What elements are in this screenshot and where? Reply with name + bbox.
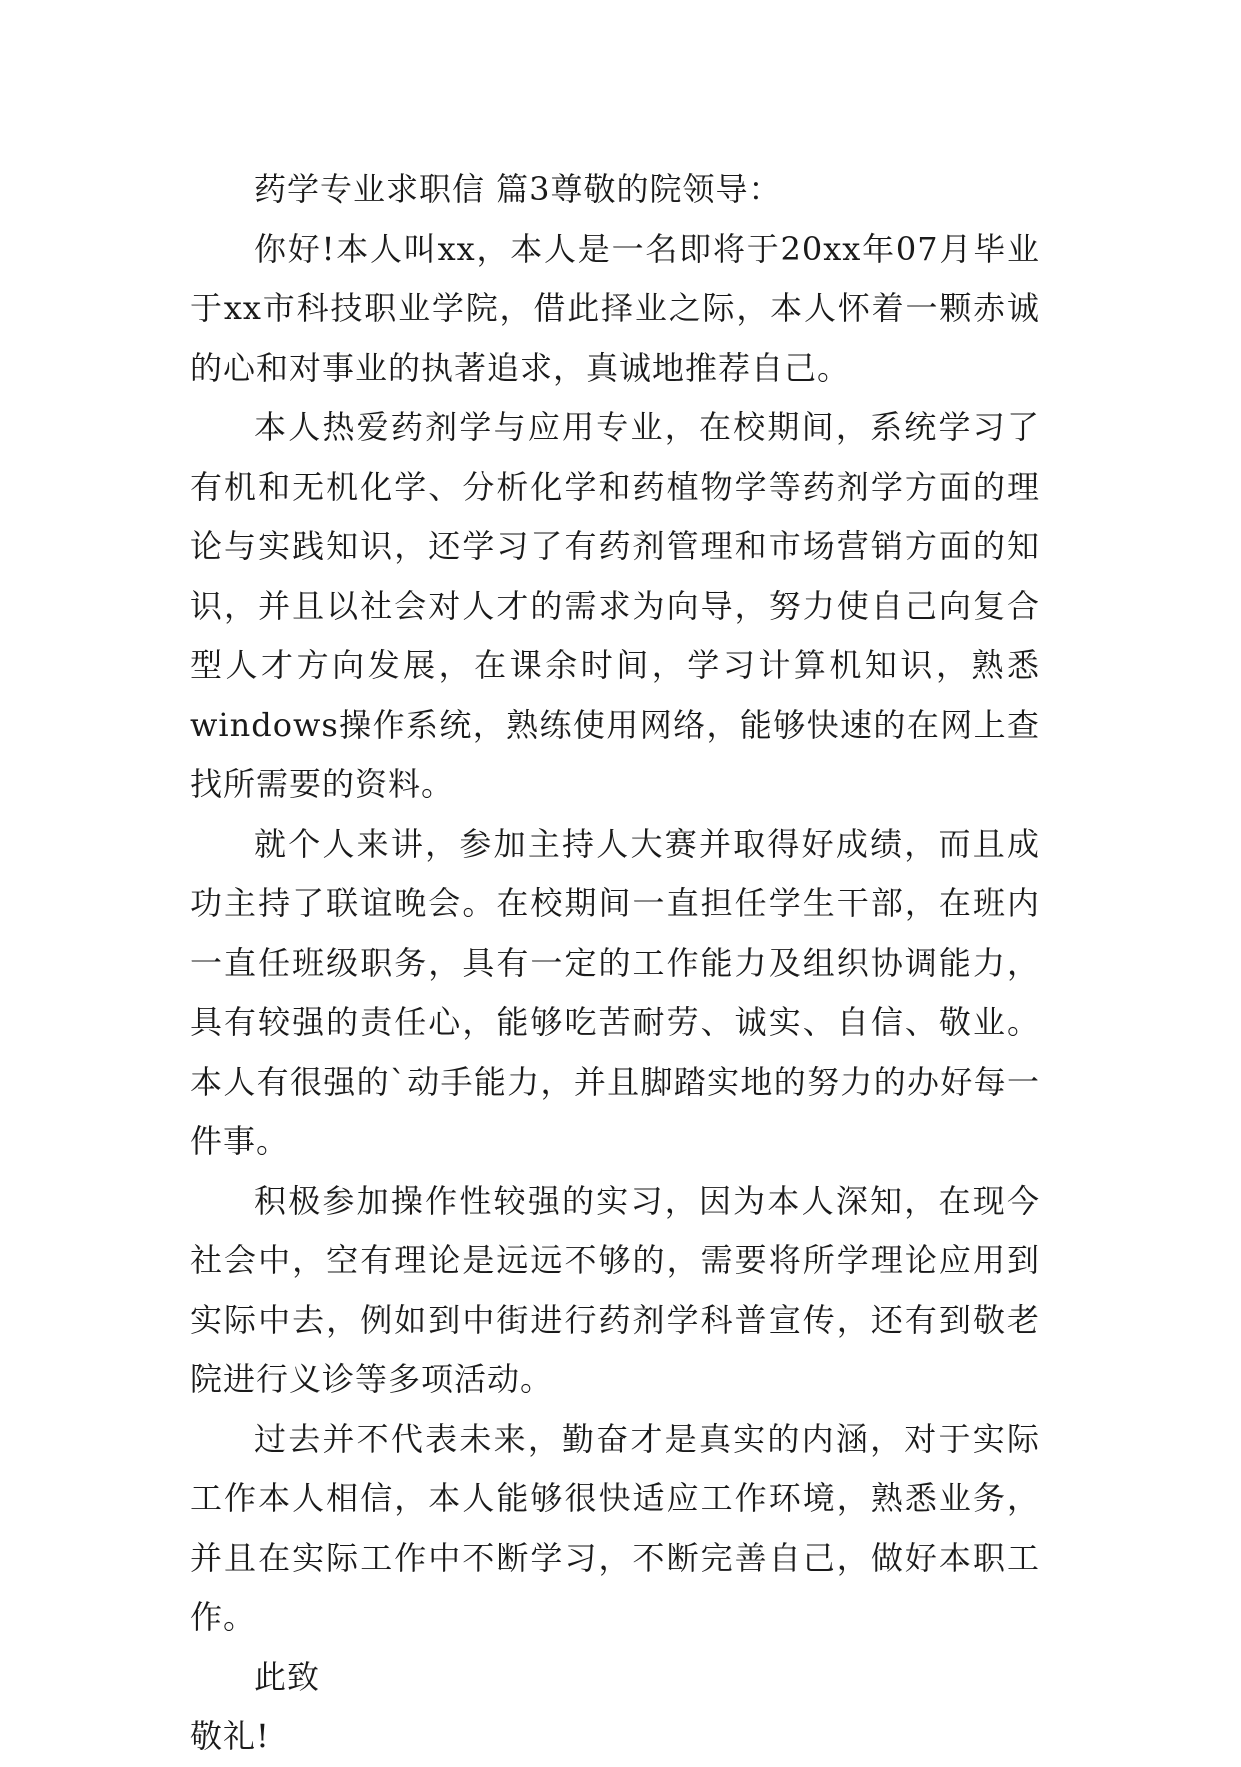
salute-line: 敬礼!: [190, 1717, 270, 1755]
paragraph-internship: 积极参加操作性较强的实习，因为本人深知，在现今社会中，空有理论是远远不够的，需要将所学理论应用到实际中去，例如到中街进行药剂学科普宣传，还有到敬老院进行义诊等多项活动。: [190, 1181, 1040, 1398]
paragraph-greeting: 你好!本人叫xx，本人是一名即将于20xx年07月毕业于xx市科技职业学院，借此择业之际，本人怀着一颗赤诚的心和对事业的执著追求，真诚地推荐自己。: [190, 229, 1040, 387]
paragraph-conclusion: 过去并不代表未来，勤奋才是真实的内涵，对于实际工作本人相信，本人能够很快适应工作环境，熟悉业务，并且在实际工作中不断学习，不断完善自己，做好本职工作。: [190, 1419, 1040, 1636]
paragraph-experience: 就个人来讲，参加主持人大赛并取得好成绩，而且成功主持了联谊晚会。在校期间一直担任学生干部，在班内一直任班级职务，具有一定的工作能力及组织协调能力，具有较强的责任心，能够吃苦耐劳、诚实、自信、敬业。本人有很强的`动手能力，并且脚踏实地的努力的办好每一件事。: [190, 824, 1040, 1160]
closing-line: 此致: [254, 1657, 321, 1696]
letter-body: [190, 160, 1040, 1767]
paragraph-education: 本人热爱药剂学与应用专业，在校期间，系统学习了有机和无机化学、分析化学和药植物学等药剂学方面的理论与实践知识，还学习了有药剂管理和市场营销方面的知识，并且以社会对人才的需求为向导，努力使自己向复合型人才方向发展，在课余时间，学习计算机知识，熟悉windows操作系统，熟练使用网络，能够快速的在网上查找所需要的资料。: [190, 408, 1040, 803]
letter-heading: 药学专业求职信 篇3尊敬的院领导：: [254, 170, 782, 208]
